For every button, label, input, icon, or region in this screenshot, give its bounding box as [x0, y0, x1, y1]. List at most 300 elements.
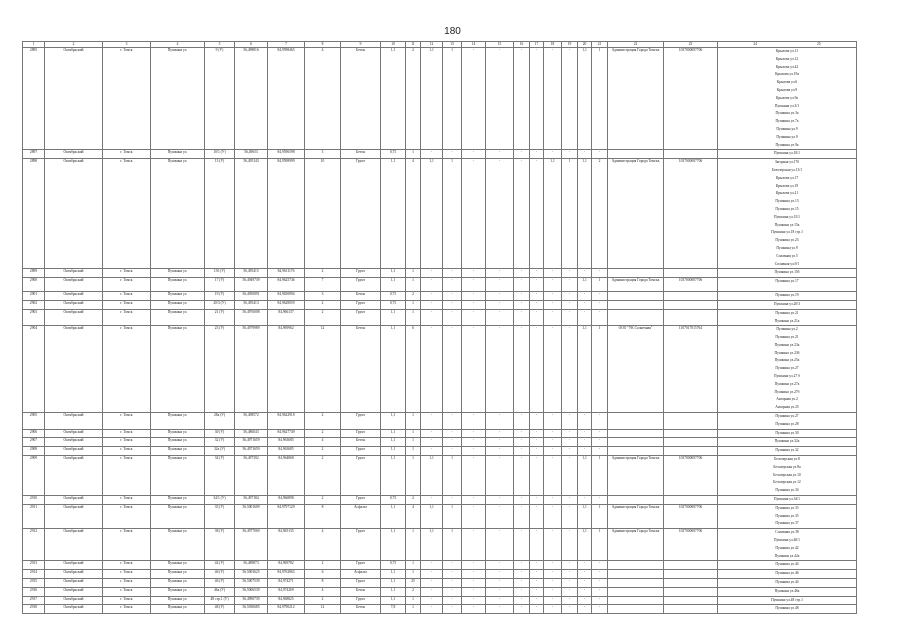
table-cell: 1	[592, 278, 608, 292]
served-address: Пушкина ул.32	[775, 448, 799, 453]
column-header: 9	[341, 42, 381, 48]
table-cell: Бетон	[341, 292, 381, 301]
served-address: Пушкина ул.15	[775, 206, 799, 211]
table-cell: -	[443, 496, 462, 505]
table-cell: -	[592, 496, 608, 505]
table-cell: 84,963685	[268, 438, 305, 447]
served-addresses-cell	[718, 413, 857, 430]
table-cell: -	[514, 159, 530, 269]
column-header: 23	[664, 42, 718, 48]
table-cell: 21 (У)	[205, 309, 235, 326]
table-cell: 2895	[23, 48, 45, 150]
table-cell: 4	[305, 48, 341, 150]
table-cell: 56,5006539	[235, 587, 268, 596]
table-cell: 1,1	[381, 456, 406, 496]
table-cell: -	[530, 504, 544, 528]
table-cell: 1	[592, 529, 608, 561]
served-address: Пушкина ул.27а	[774, 381, 800, 386]
table-cell: г. Томск	[103, 496, 151, 505]
served-address: Пушкина ул.27б	[774, 389, 800, 394]
table-cell	[608, 561, 664, 570]
table-cell: -	[462, 278, 486, 292]
table-cell: г. Томск	[103, 596, 151, 605]
served-addresses-cell	[718, 300, 857, 309]
column-header: 13	[443, 42, 462, 48]
column-header: 22	[608, 42, 664, 48]
table-cell: -	[421, 496, 443, 505]
table-cell: г. Томск	[103, 587, 151, 596]
table-cell: Бетон	[341, 326, 381, 413]
table-cell: 44 (У)	[205, 561, 235, 570]
table-cell: 48 стр.1 (У)	[205, 596, 235, 605]
table-cell: 2	[305, 429, 341, 438]
served-addresses-cell	[718, 269, 857, 278]
table-cell: 2911	[23, 504, 45, 528]
table-cell: 1	[406, 561, 421, 570]
table-cell: Грунт	[341, 429, 381, 438]
table-cell: 6	[406, 326, 421, 413]
table-cell: -	[514, 48, 530, 150]
table-cell: Пушкина ул.	[151, 309, 205, 326]
table-cell: -	[544, 504, 562, 528]
table-cell: 84,9625746	[268, 278, 305, 292]
table-row	[23, 605, 857, 614]
table-cell: 2902	[23, 300, 45, 309]
table-cell: 17 (У)	[205, 278, 235, 292]
table-cell: г. Томск	[103, 579, 151, 588]
table-cell: 1,1	[381, 278, 406, 292]
table-cell: 84,963685	[268, 447, 305, 456]
table-cell: 1,1	[381, 326, 406, 413]
table-cell: 2915	[23, 579, 45, 588]
table-cell: -	[578, 579, 592, 588]
table-cell: -	[592, 309, 608, 326]
column-header: 3	[103, 42, 151, 48]
table-cell: 13 (У)	[205, 159, 235, 269]
served-address: Пушкина ул.30	[775, 430, 799, 435]
table-cell: 1,1	[421, 159, 443, 269]
table-row	[23, 150, 857, 159]
table-cell: -	[486, 529, 514, 561]
table-cell: -	[421, 570, 443, 579]
table-row	[23, 413, 857, 430]
table-cell: -	[544, 413, 562, 430]
table-cell: -	[486, 596, 514, 605]
table-cell: -	[562, 570, 578, 579]
table-row	[23, 496, 857, 505]
table-cell: 1,1	[544, 159, 562, 269]
table-cell: -	[562, 447, 578, 456]
table-cell: Октябрьский	[45, 447, 103, 456]
table-cell: -	[443, 309, 462, 326]
table-cell: Пушкина ул.	[151, 278, 205, 292]
table-cell: -	[592, 605, 608, 614]
table-cell: -	[421, 269, 443, 278]
table-cell: 1	[406, 447, 421, 456]
table-cell: 2	[592, 159, 608, 269]
table-cell: 1037000087706	[664, 159, 718, 269]
table-cell	[608, 413, 664, 430]
table-cell: 84,9790212	[268, 605, 305, 614]
table-cell: -	[486, 579, 514, 588]
table-cell: 1,1	[421, 48, 443, 150]
table-cell: 84,9596598	[268, 150, 305, 159]
served-address: Пушкина ул.9а	[775, 142, 799, 147]
table-row	[23, 561, 857, 570]
served-addresses-cell	[718, 326, 857, 413]
table-row	[23, 159, 857, 269]
table-cell: -	[514, 292, 530, 301]
table-cell	[664, 496, 718, 505]
table-cell: -	[530, 587, 544, 596]
table-cell: 3	[305, 150, 341, 159]
table-cell: г. Томск	[103, 48, 151, 150]
table-cell: -	[514, 438, 530, 447]
table-cell: 1	[592, 504, 608, 528]
table-cell: 56,4977069	[235, 529, 268, 561]
table-row	[23, 529, 857, 561]
served-addresses-cell	[718, 150, 857, 159]
table-cell: 2	[305, 300, 341, 309]
table-cell: 32а (У)	[205, 447, 235, 456]
served-address: Крылова ул.9	[776, 87, 798, 92]
table-cell: -	[514, 504, 530, 528]
table-cell: -	[562, 48, 578, 150]
table-cell: -	[592, 292, 608, 301]
table-cell: 2	[305, 456, 341, 496]
table-cell: Администрация Города Томска	[608, 504, 664, 528]
table-cell: 84,974271	[268, 579, 305, 588]
table-cell: 1	[406, 413, 421, 430]
table-cell: Администрация Города Томска	[608, 278, 664, 292]
table-cell: 1	[406, 309, 421, 326]
table-cell: -	[443, 596, 462, 605]
table-cell: г. Томск	[103, 309, 151, 326]
table-cell: Пушкина ул.	[151, 587, 205, 596]
table-cell: Бетон	[341, 438, 381, 447]
table-cell: -	[544, 438, 562, 447]
table-cell: 56,4976008	[235, 309, 268, 326]
table-cell: 2910	[23, 496, 45, 505]
served-address: Белозерская ул.10	[773, 472, 801, 477]
served-address: Ангарная ул.2	[776, 397, 798, 402]
table-cell: -	[562, 300, 578, 309]
column-header: 8	[305, 42, 341, 48]
table-cell: 19 (У)	[205, 292, 235, 301]
table-cell: -	[592, 596, 608, 605]
table-cell: Бетон	[341, 587, 381, 596]
table-row	[23, 269, 857, 278]
table-cell: 1,1	[578, 48, 592, 150]
table-cell: 84,966137	[268, 309, 305, 326]
table-cell: -	[514, 456, 530, 496]
table-cell: -	[530, 429, 544, 438]
table-cell	[664, 150, 718, 159]
table-cell: Асфальт	[341, 504, 381, 528]
table-cell: -	[462, 300, 486, 309]
table-cell	[608, 309, 664, 326]
table-cell: Октябрьский	[45, 579, 103, 588]
table-cell: -	[592, 570, 608, 579]
table-row	[23, 438, 857, 447]
table-cell: 2907	[23, 438, 45, 447]
table-cell: 20/3 (У)	[205, 300, 235, 309]
table-cell: -	[592, 429, 608, 438]
table-cell	[664, 309, 718, 326]
table-cell: -	[544, 570, 562, 579]
table-cell: -	[544, 269, 562, 278]
table-cell: -	[530, 605, 544, 614]
served-address: Пушкина ул.23	[775, 238, 799, 243]
table-cell: ООО "УК Солнечная"	[608, 326, 664, 413]
table-cell: 1	[406, 150, 421, 159]
table-cell: -	[443, 579, 462, 588]
served-address: Крылова ул.9а	[775, 95, 799, 100]
table-cell: 38 (У)	[205, 529, 235, 561]
served-address: Пушкина ул.35	[775, 513, 799, 518]
table-cell	[664, 570, 718, 579]
table-cell: -	[462, 587, 486, 596]
table-cell: -	[462, 456, 486, 496]
table-cell: 3	[305, 292, 341, 301]
table-cell: -	[421, 596, 443, 605]
table-cell: 0,75	[381, 292, 406, 301]
table-cell: -	[443, 561, 462, 570]
served-address: Крылова ул.17	[775, 175, 799, 180]
table-cell: 2909	[23, 456, 45, 496]
served-address: Крылова ул.21	[775, 191, 799, 196]
table-cell: 1037000087706	[664, 456, 718, 496]
table-cell: 48 (У)	[205, 605, 235, 614]
table-cell: Октябрьский	[45, 561, 103, 570]
table-cell: 1,1	[421, 529, 443, 561]
table-cell: 56,5003625	[235, 570, 268, 579]
served-addresses-cell	[718, 456, 857, 496]
table-cell: -	[486, 278, 514, 292]
table-cell: -	[421, 326, 443, 413]
table-cell: -	[544, 48, 562, 150]
table-cell: Октябрьский	[45, 326, 103, 413]
table-cell: -	[462, 269, 486, 278]
table-cell: -	[530, 596, 544, 605]
table-cell: -	[514, 579, 530, 588]
served-addresses-cell	[718, 447, 857, 456]
table-cell: -	[443, 278, 462, 292]
table-cell: 1,1	[381, 447, 406, 456]
table-cell	[608, 587, 664, 596]
served-addresses-cell	[718, 309, 857, 326]
table-cell: Октябрьский	[45, 429, 103, 438]
table-cell: -	[530, 150, 544, 159]
table-cell: -	[578, 269, 592, 278]
table-cell: Октябрьский	[45, 309, 103, 326]
table-cell: Пушкина ул.	[151, 150, 205, 159]
table-cell: Грунт	[341, 596, 381, 605]
table-cell: 2904	[23, 326, 45, 413]
table-cell: г. Томск	[103, 456, 151, 496]
table-cell	[608, 300, 664, 309]
table-cell: -	[514, 561, 530, 570]
table-cell: -	[562, 278, 578, 292]
table-cell: -	[562, 326, 578, 413]
table-cell: 46 (У)	[205, 579, 235, 588]
table-cell: -	[443, 292, 462, 301]
table-cell: Пушкина ул.	[151, 413, 205, 430]
served-address: Пушкина ул.23а	[774, 342, 800, 347]
table-cell: -	[462, 309, 486, 326]
table-cell: -	[530, 309, 544, 326]
table-cell: 56,495143	[235, 159, 268, 269]
table-cell: -	[443, 326, 462, 413]
table-cell: 84,974269	[268, 587, 305, 596]
column-header: 24	[753, 42, 757, 47]
table-row	[23, 300, 857, 309]
table-cell	[608, 292, 664, 301]
table-cell: -	[530, 579, 544, 588]
table-cell: -	[486, 587, 514, 596]
table-cell	[608, 570, 664, 579]
table-cell: 2	[305, 596, 341, 605]
table-cell: Октябрьский	[45, 300, 103, 309]
table-cell: 15б (У)	[205, 269, 235, 278]
table-cell: -	[562, 413, 578, 430]
table-cell: 56,498816	[235, 48, 268, 150]
table-cell: Пушкина ул.	[151, 456, 205, 496]
column-header: 7	[268, 42, 305, 48]
served-address: Пушкина ул.42	[775, 545, 799, 550]
table-cell: -	[592, 413, 608, 430]
table-cell: Пушкина ул.	[151, 438, 205, 447]
table-cell: 1,1	[578, 529, 592, 561]
table-cell: 84,9762863	[268, 570, 305, 579]
table-cell: Октябрьский	[45, 496, 103, 505]
table-cell: -	[462, 579, 486, 588]
table-cell: Октябрьский	[45, 456, 103, 496]
table-cell: г. Томск	[103, 292, 151, 301]
table-cell: -	[514, 447, 530, 456]
table-cell: Пушкина ул.	[151, 292, 205, 301]
table-cell: -	[486, 496, 514, 505]
served-address: Крылова ул.19а	[775, 72, 799, 77]
table-cell: 8	[305, 579, 341, 588]
table-cell	[608, 429, 664, 438]
table-cell: 2901	[23, 292, 45, 301]
table-cell	[664, 429, 718, 438]
table-cell: -	[544, 150, 562, 159]
table-cell: -	[578, 292, 592, 301]
table-cell: -	[544, 587, 562, 596]
table-cell: Пушкина ул.	[151, 429, 205, 438]
table-cell: 34 (У)	[205, 456, 235, 496]
table-cell: -	[462, 496, 486, 505]
served-addresses-cell	[718, 278, 857, 292]
table-cell: 12	[305, 326, 341, 413]
table-cell: Пушкина ул.	[151, 269, 205, 278]
table-cell: 1,1	[381, 413, 406, 430]
served-address: Пушкина ул.34	[775, 488, 799, 493]
table-cell: -	[421, 438, 443, 447]
table-cell: г. Томск	[103, 504, 151, 528]
table-row	[23, 504, 857, 528]
table-cell: 7	[305, 278, 341, 292]
table-cell: Октябрьский	[45, 278, 103, 292]
table-cell: 6	[305, 570, 341, 579]
table-cell: 1	[406, 429, 421, 438]
table-cell: 56,4950891	[235, 292, 268, 301]
table-cell: -	[562, 605, 578, 614]
table-cell: 0,75	[381, 150, 406, 159]
table-cell: 2912	[23, 529, 45, 561]
table-row	[23, 292, 857, 301]
table-cell: -	[544, 529, 562, 561]
table-cell: 1	[406, 269, 421, 278]
column-header: 5	[205, 42, 235, 48]
table-cell: -	[486, 159, 514, 269]
table-cell: 4	[305, 529, 341, 561]
table-cell: -	[421, 278, 443, 292]
table-cell: 1,1	[381, 570, 406, 579]
table-cell: 1	[443, 48, 462, 150]
table-cell: 46 (У)	[205, 570, 235, 579]
table-cell	[664, 269, 718, 278]
table-cell: 2	[406, 292, 421, 301]
table-cell: -	[544, 278, 562, 292]
table-cell: 1,1	[578, 456, 592, 496]
table-cell: -	[562, 596, 578, 605]
table-cell: -	[421, 561, 443, 570]
table-cell: 56,49653	[235, 150, 268, 159]
table-cell: 1	[443, 529, 462, 561]
table-cell: Октябрьский	[45, 269, 103, 278]
table-cell: Грунт	[341, 456, 381, 496]
table-row	[23, 456, 857, 496]
table-cell: 56,497392	[235, 456, 268, 496]
table-cell: -	[578, 150, 592, 159]
table-cell: -	[486, 438, 514, 447]
table-cell: 1	[592, 456, 608, 496]
table-cell	[664, 579, 718, 588]
table-cell: Пушкина ул.	[151, 605, 205, 614]
served-address: Пушкина ул.37	[775, 521, 799, 526]
column-header: 16	[514, 42, 530, 48]
table-cell: -	[578, 570, 592, 579]
table-cell: г. Томск	[103, 438, 151, 447]
table-cell: -	[486, 150, 514, 159]
served-address: Сплавная ул.9/1	[774, 261, 800, 266]
table-cell: г. Томск	[103, 278, 151, 292]
table-cell: Октябрьский	[45, 529, 103, 561]
table-cell: 1,1	[421, 456, 443, 496]
table-cell: Грунт	[341, 309, 381, 326]
table-cell: -	[421, 309, 443, 326]
column-header: 19	[562, 42, 578, 48]
served-address: Пушкина ул.32а	[774, 439, 800, 444]
table-cell: -	[530, 496, 544, 505]
table-cell: Пушкина ул.	[151, 570, 205, 579]
table-cell: 4	[305, 587, 341, 596]
table-cell: 1,1	[381, 529, 406, 561]
served-address: Пушкина ул.20/3	[774, 301, 800, 306]
table-cell: г. Томск	[103, 561, 151, 570]
table-cell: 1,1	[381, 48, 406, 150]
table-cell: -	[530, 438, 544, 447]
table-cell: Пушкина ул.	[151, 529, 205, 561]
table-cell: Пушкина ул.	[151, 300, 205, 309]
table-cell: Администрация Города Томска	[608, 456, 664, 496]
table-cell: 2918	[23, 605, 45, 614]
table-cell: г. Томск	[103, 150, 151, 159]
table-cell: Октябрьский	[45, 413, 103, 430]
